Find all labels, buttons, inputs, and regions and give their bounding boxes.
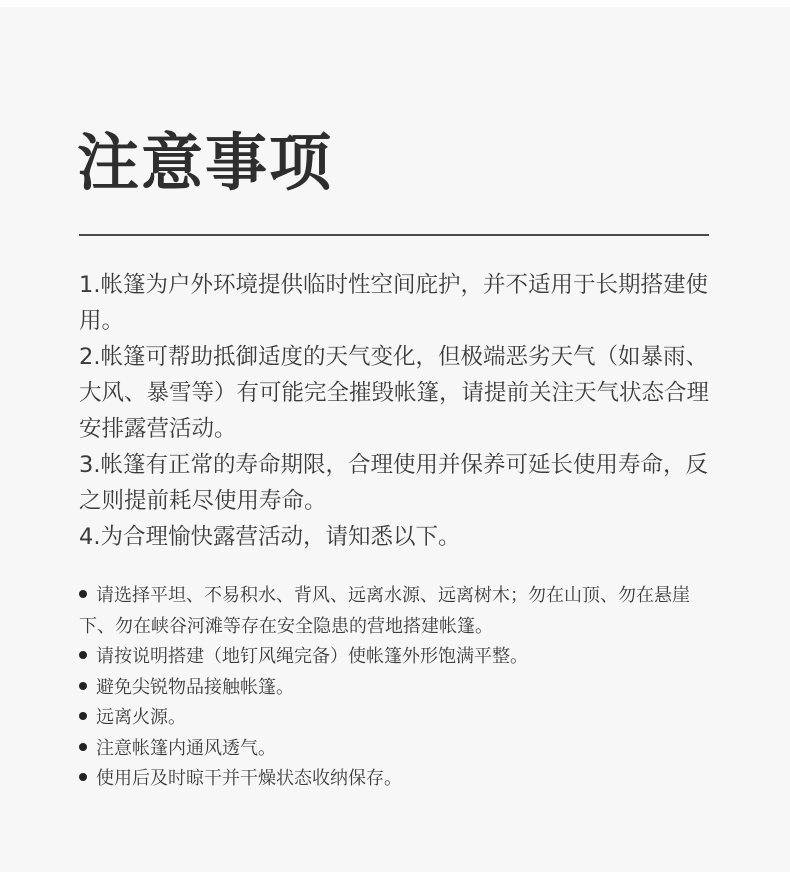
tip-item-1 (79, 581, 711, 642)
tip-item-4 (79, 703, 711, 734)
bullet-icon (79, 590, 87, 598)
tip-item-6 (79, 764, 711, 795)
tip-text: 请选择平坦、不易积水、背风、远离水源、远离树木；勿在山顶、勿在悬崖下、勿在峡谷河滩等存在安全隐患的营地搭建帐篷。 (79, 585, 690, 637)
bullet-icon (79, 682, 87, 690)
tip-text: 注意帐篷内通风透气。 (96, 737, 276, 759)
tip-text: 请按说明搭建（地钉风绳完备）使帐篷外形饱满平整。 (96, 646, 528, 667)
note-item-1: 1.帐篷为户外环境提供临时性空间庇护，并不适用于长期搭建使用。 (79, 272, 708, 334)
tip-item-3 (79, 673, 711, 704)
tips-list (79, 581, 711, 795)
note-item-4: 4.为合理愉快露营活动，请知悉以下。 (79, 524, 461, 550)
tip-text: 远离火源。 (96, 707, 186, 728)
note-item-3: 3.帐篷有正常的寿命期限，合理使用并保养可延长使用寿命，反之则提前耗尽使用寿命。 (79, 452, 708, 514)
title-divider (79, 234, 709, 236)
tip-item-2 (79, 642, 711, 673)
tip-text: 避免尖锐物品接触帐篷。 (96, 676, 294, 698)
page-title: 注意事项 (77, 126, 334, 199)
tip-item-5 (79, 734, 711, 765)
tip-text: 使用后及时晾干并干燥状态收纳保存。 (96, 768, 402, 789)
bullet-icon (79, 712, 87, 720)
note-item-2: 2.帐篷可帮助抵御适度的天气变化，但极端恶劣天气（如暴雨、大风、暴雪等）有可能完全摧毁帐篷，请提前关注天气状态合理安排露营活动。 (79, 344, 710, 442)
bullet-icon (79, 773, 87, 781)
notes-list (79, 267, 711, 555)
content-panel (0, 7, 790, 872)
bullet-icon (79, 651, 87, 659)
bullet-icon (79, 743, 87, 751)
